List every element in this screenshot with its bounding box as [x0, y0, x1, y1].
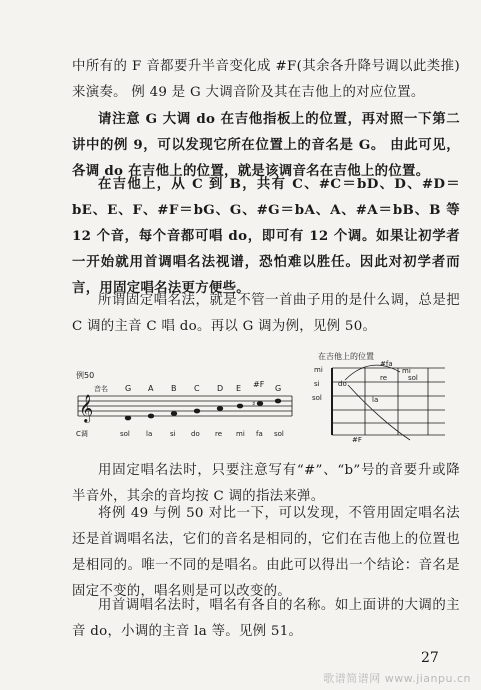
fret-note: #fa: [380, 360, 393, 368]
string-label: sol: [312, 394, 322, 402]
note-name: G: [275, 384, 282, 393]
note-head: [237, 404, 243, 409]
fret-note: do: [338, 380, 347, 388]
fret-note: sol: [408, 374, 418, 382]
note-name: B: [171, 384, 177, 393]
fret-note: re: [380, 374, 388, 382]
solfege-syllable: sol: [274, 430, 284, 438]
note-name: A: [148, 384, 154, 393]
note-name: C: [194, 384, 200, 393]
paragraph-1: 中所有的 F 音都要升半音变化成 #F(其余各升降号调以此类推)来演奏。 例 49 是 G 大调音阶及其在吉他上的对应位置。: [72, 59, 460, 100]
note-name: E: [236, 384, 242, 393]
note-head: [171, 411, 177, 416]
solfege-syllable: sol: [120, 430, 130, 438]
note-head: [148, 414, 154, 419]
fret-note-labels: [338, 360, 418, 444]
fret-string-labels: [312, 366, 323, 402]
note-name: G: [125, 384, 132, 393]
paragraph-7: 用首调唱名法时，唱名有各自的名称。如上面讲的大调的主音 do，小调的主音 la 等。见例 51。: [72, 598, 460, 639]
watermark: 歌谱简谱网 www.jianpu.cn: [323, 672, 471, 685]
solfege-syllable: la: [146, 430, 153, 438]
treble-clef-icon: 𝄞: [79, 394, 94, 422]
note-name-label: 音名: [94, 385, 108, 393]
page-number: 27: [421, 650, 439, 666]
solfege-syllable: do: [191, 430, 200, 438]
paragraph-2: 请注意 G 大调 do 在吉他指板上的位置，再对照一下第二讲中的例 9，可以发现它所在位置上的音名是 G。 由此可见，各调 do 在吉他上的位置，就是该调音名在吉他上的位置。: [72, 111, 460, 179]
staff-notation: [70, 378, 300, 448]
note-name: #F: [253, 380, 265, 389]
note-head: [194, 409, 200, 414]
solfege-row: [120, 430, 284, 438]
fret-note: #F: [352, 436, 362, 444]
note-names: [125, 380, 281, 393]
fret-note: mi: [402, 367, 411, 375]
key-label: C调: [76, 430, 88, 438]
string-label: si: [314, 380, 320, 388]
note-heads: [125, 399, 281, 421]
solfege-syllable: mi: [236, 430, 245, 438]
string-label: mi: [314, 366, 323, 374]
solfege-syllable: si: [170, 430, 176, 438]
note-head: [257, 401, 263, 406]
note-head: [275, 399, 281, 404]
solfege-syllable: fa: [256, 430, 263, 438]
fretboard-title: 在吉他上的位置: [318, 352, 374, 361]
note-head: [217, 406, 223, 411]
example-label: 例50: [76, 371, 95, 380]
note-head: [125, 416, 131, 421]
fretboard-diagram: [310, 360, 450, 445]
solfege-syllable: re: [215, 430, 223, 438]
paragraph-4: 所谓固定唱名法，就是不管一首曲子用的是什么调，总是把 C 调的主音 C 唱 do。再以 G 调为例，见例 50。: [72, 293, 460, 334]
paragraph-6: 将例 49 与例 50 对比一下，可以发现，不管用固定唱名法还是首调唱名法，它们的音名是相同的，它们在吉他上的位置也是相同的。唯一不同的是唱名。由此可以得出一个结论：音名是固定不变的，唱名则是可以改变的。: [72, 506, 460, 599]
sharp-icon: ♯: [252, 400, 256, 408]
paragraph-5: 用固定唱名法时，只要注意写有“#”、“b”号的音要升或降半音外，其余的音均按 C 调的指法来弹。: [72, 463, 460, 504]
note-name: D: [217, 384, 224, 393]
fret-note: la: [372, 396, 379, 404]
paragraph-3: 在吉他上，从 C 到 B，共有 C、#C＝bD、D、#D＝bE、E、F、#F＝bG、G、#G＝bA、A、#A＝bB、B 等 12 个音，每个音都可唱 do，即可有 12 个调。如果让初学者一开始就用首调唱名法视谱，恐怕难以胜任。因此对初学者而言，用固定唱名法更方便些。: [72, 176, 460, 296]
